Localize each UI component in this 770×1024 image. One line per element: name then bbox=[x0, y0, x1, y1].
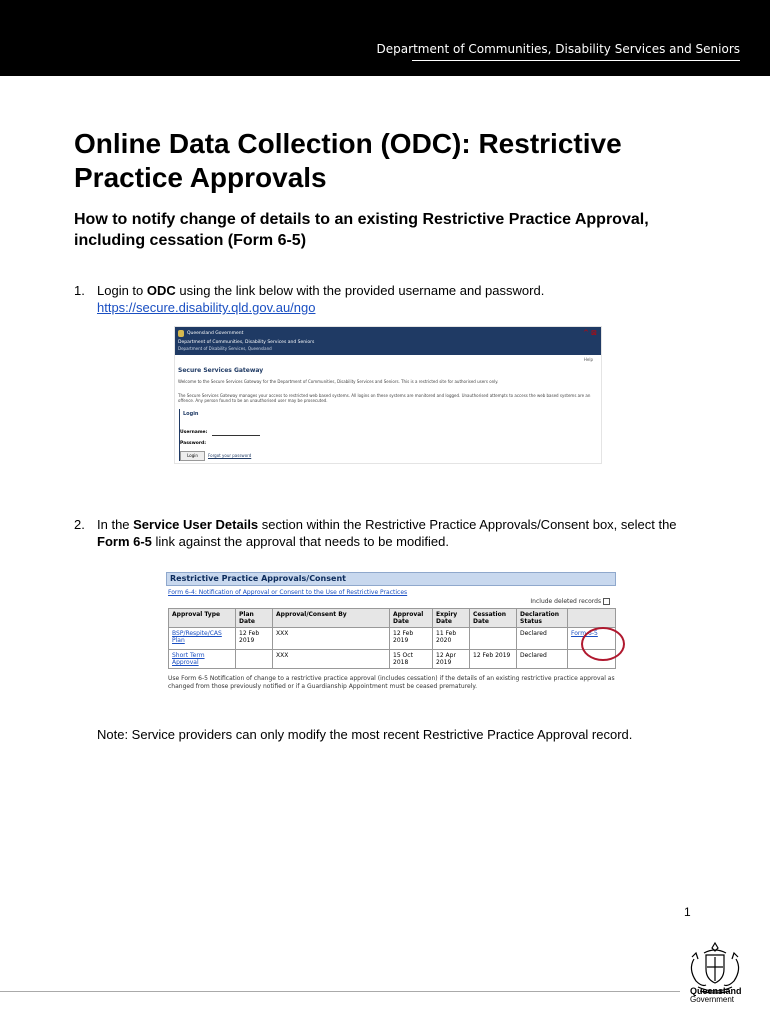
approvals-bar bbox=[166, 572, 616, 586]
note: Note: Service providers can only modify the most recent Restrictive Practice Approval record. bbox=[97, 727, 633, 742]
login-header bbox=[175, 327, 601, 355]
login-button[interactable]: Login bbox=[180, 451, 205, 461]
step-1-number: 1. bbox=[74, 283, 85, 298]
page-subtitle: How to notify change of details to an existing Restrictive Practice Approval, including cessation (Form 6-5) bbox=[74, 211, 649, 249]
approval-type-link[interactable]: Short Term Approval bbox=[172, 652, 205, 666]
col-approval-date: Approval Date bbox=[390, 609, 433, 628]
row-cessation bbox=[470, 628, 517, 650]
qld-crest-icon bbox=[178, 330, 184, 337]
row-plan-date: 12 Feb 2019 bbox=[236, 628, 273, 650]
gov-label: Queensland Government bbox=[187, 331, 244, 336]
password-label: Password: bbox=[180, 441, 207, 446]
page-title: Online Data Collection (ODC): Restrictive Practice Approvals bbox=[74, 128, 622, 193]
approvals-screenshot bbox=[166, 572, 616, 694]
department-name: Department of Communities, Disability Services and Seniors bbox=[376, 42, 740, 56]
col-approval-by: Approval/Consent By bbox=[273, 609, 390, 628]
step-2-bold-2: Form 6-5 bbox=[97, 534, 152, 549]
table-row bbox=[169, 628, 616, 650]
step-2-text-2: section within the Restrictive Practice Approvals/Consent box, select the bbox=[258, 517, 677, 532]
dept-line-1: Department of Communities, Disability Services and Seniors bbox=[178, 340, 315, 345]
row-cessation: 12 Feb 2019 bbox=[470, 650, 517, 669]
form-6-5-note: Use Form 6-5 Notification of change to a restrictive practice approval (includes cessation) if the details of an existing restrictive practice approval as changed from those previously notified or if a Guardianship Appointment must be ceased prematurely. bbox=[168, 675, 615, 690]
include-deleted-checkbox[interactable] bbox=[603, 598, 610, 605]
gateway-para-2: The Secure Services Gateway manages your access to restricted web based systems. All logins on these systems are monitored and logged. Unauthorised attempts to access the web based systems are an offence. Any person found to be an unauthorised user may be prosecuted. bbox=[178, 393, 591, 403]
login-screenshot bbox=[174, 326, 602, 464]
step-2-text-1: In the bbox=[97, 517, 134, 532]
qld-logo-word: Queensland bbox=[690, 986, 742, 996]
step-2-body bbox=[97, 516, 697, 550]
row-plan-date bbox=[236, 650, 273, 669]
col-plan-date: Plan Date bbox=[236, 609, 273, 628]
col-expiry-date: Expiry Date bbox=[433, 609, 470, 628]
footer-rule bbox=[0, 991, 680, 992]
row-status: Declared bbox=[517, 628, 568, 650]
step-1-body bbox=[97, 282, 697, 316]
login-title: Login bbox=[183, 411, 199, 417]
gateway-title: Secure Services Gateway bbox=[178, 367, 264, 374]
step-2-text-3: link against the approval that needs to be modified. bbox=[151, 534, 449, 549]
username-field[interactable] bbox=[212, 435, 260, 436]
qld-logo-government: Government bbox=[690, 995, 735, 1004]
window-controls-icon[interactable]: ^ ⊠ bbox=[583, 329, 597, 337]
step-1-odc: ODC bbox=[146, 283, 176, 298]
row-approval-date: 12 Feb 2019 bbox=[390, 628, 433, 650]
row-expiry: 11 Feb 2020 bbox=[433, 628, 470, 650]
col-cessation-date: Cessation Date bbox=[470, 609, 517, 628]
step-2-number: 2. bbox=[74, 517, 85, 532]
row-type bbox=[169, 628, 236, 650]
form-6-5-link[interactable]: Form 6-5 bbox=[571, 630, 598, 637]
dept-line-2: Department of Disability Services, Queensland bbox=[178, 346, 272, 351]
odc-link[interactable]: https://secure.disability.qld.gov.au/ngo bbox=[97, 300, 316, 315]
table-row bbox=[169, 650, 616, 669]
username-label: Username: bbox=[180, 430, 208, 435]
highlight-ellipse bbox=[581, 627, 625, 661]
row-expiry: 12 Apr 2019 bbox=[433, 650, 470, 669]
col-approval-type: Approval Type bbox=[169, 609, 236, 628]
step-1-text: Login to bbox=[97, 283, 147, 298]
help-link[interactable]: Help bbox=[583, 357, 593, 362]
page-number: 1 bbox=[684, 905, 691, 919]
row-approval-by: XXX bbox=[273, 628, 390, 650]
table-header-row bbox=[169, 609, 616, 628]
forgot-password-link[interactable]: Forgot your password bbox=[208, 453, 252, 458]
form-6-4-link[interactable]: Form 6-4: Notification of Approval or Consent to the Use of Restrictive Practices bbox=[168, 589, 408, 596]
approvals-table bbox=[168, 608, 616, 669]
row-status: Declared bbox=[517, 650, 568, 669]
step-1-text-2: using the link below with the provided username and password. bbox=[175, 283, 545, 298]
approval-type-link[interactable]: BSP/Respite/CAS Plan bbox=[172, 630, 222, 644]
row-type bbox=[169, 650, 236, 669]
col-form bbox=[568, 609, 616, 628]
col-declaration-status: Declaration Status bbox=[517, 609, 568, 628]
include-deleted[interactable] bbox=[530, 598, 610, 605]
header-bar bbox=[0, 0, 770, 76]
row-approval-by: XXX bbox=[273, 650, 390, 669]
gateway-para-1: Welcome to the Secure Services Gateway for the Department of Communities, Disability Services and Seniors. This is a restricted site for authorised users only. bbox=[178, 379, 499, 384]
step-2-bold-1: Service User Details bbox=[133, 517, 259, 532]
include-deleted-label: Include deleted records bbox=[530, 598, 602, 605]
approvals-bar-title: Restrictive Practice Approvals/Consent bbox=[170, 574, 346, 583]
row-approval-date: 15 Oct 2018 bbox=[390, 650, 433, 669]
header-rule bbox=[412, 60, 740, 61]
